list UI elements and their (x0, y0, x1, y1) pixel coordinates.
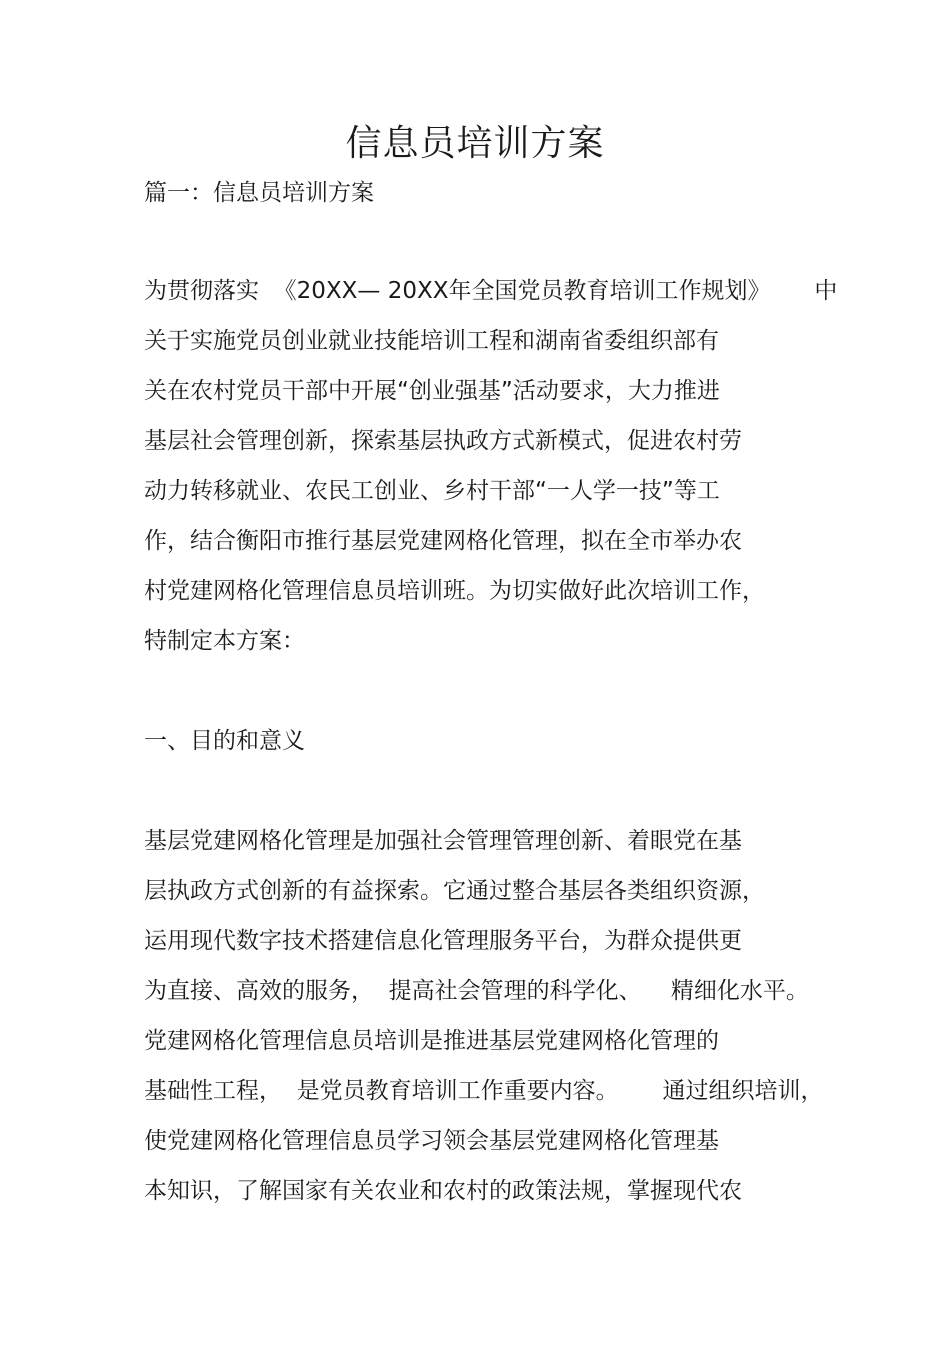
intro-line: 基层社会管理创新，探索基层执政方式新模式，促进农村劳 (144, 428, 742, 454)
intro-line: 关在农村党员干部中开展“创业强基”活动要求，大力推进 (144, 378, 720, 404)
section-line: 党建网格化管理信息员培训是推进基层党建网格化管理的 (144, 1028, 719, 1054)
intro-line: 村党建网格化管理信息员培训班。为切实做好此次培训工作， (144, 578, 765, 604)
intro-line: 关于实施党员创业就业技能培训工程和湖南省委组织部有 (144, 328, 719, 354)
section-line: 基础性工程， 是党员教育培训工作重要内容。 通过组织培训， (144, 1078, 824, 1104)
intro-line: 为贯彻落实 《20XX— 20XX年全国党员教育培训工作规划》 中 (144, 278, 838, 304)
section-line: 基层党建网格化管理是加强社会管理管理创新、着眼党在基 (144, 828, 742, 854)
document-title: 信息员培训方案 (345, 123, 605, 164)
document-subtitle: 篇一：信息员培训方案 (144, 180, 374, 206)
section-line: 使党建网格化管理信息员学习领会基层党建网格化管理基 (144, 1128, 719, 1154)
intro-line: 特制定本方案： (144, 628, 305, 654)
section-line: 本知识，了解国家有关农业和农村的政策法规，掌握现代农 (144, 1178, 742, 1204)
section-heading: 一、目的和意义 (144, 728, 305, 754)
intro-line: 作，结合衡阳市推行基层党建网格化管理，拟在全市举办农 (144, 528, 742, 554)
section-line: 为直接、高效的服务， 提高社会管理的科学化、 精细化水平。 (144, 978, 809, 1004)
intro-line: 动力转移就业、农民工创业、乡村干部“一人学一技”等工 (144, 478, 720, 504)
section-line: 层执政方式创新的有益探索。它通过整合基层各类组织资源， (144, 878, 765, 904)
section-line: 运用现代数字技术搭建信息化管理服务平台，为群众提供更 (144, 928, 742, 954)
